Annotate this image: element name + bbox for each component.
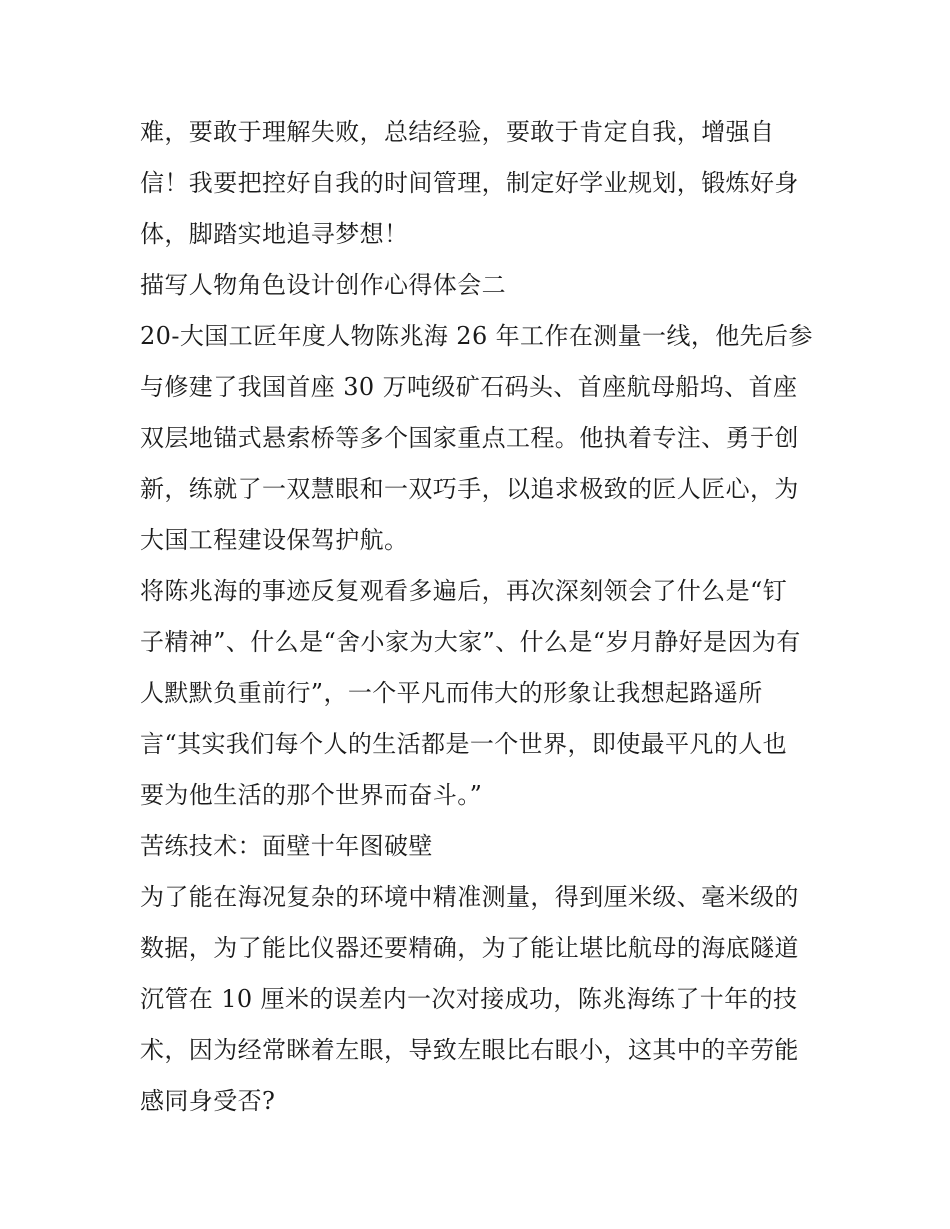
text-line: 双层地锚式悬索桥等多个国家重点工程。他执着专注、勇于创 — [140, 424, 799, 452]
text-line: 难，要敢于理解失败，总结经验，要敢于肯定自我，增强自 — [140, 118, 775, 146]
text-line: 与修建了我国首座 30 万吨级矿石码头、首座航母船坞、首座 — [140, 373, 798, 401]
text-line: 数据，为了能比仪器还要精确，为了能让堪比航母的海底隧道 — [140, 934, 799, 962]
text-line: 体，脚踏实地追寻梦想！ — [140, 220, 409, 248]
text-line: 信！我要把控好自我的时间管理，制定好学业规划，锻炼好身 — [140, 169, 799, 197]
section-heading: 苦练技术：面壁十年图破壁 — [140, 832, 433, 860]
text-line: 人默默负重前行”，一个平凡而伟大的形象让我想起路遥所 — [140, 679, 763, 707]
text-line: 沉管在 10 厘米的误差内一次对接成功，陈兆海练了十年的技 — [140, 985, 798, 1013]
section-heading: 描写人物角色设计创作心得体会二 — [140, 271, 506, 299]
text-line: 言“其实我们每个人的生活都是一个世界，即使最平凡的人也 — [140, 730, 788, 758]
text-line: 20-大国工匠年度人物陈兆海 26 年工作在测量一线，他先后参 — [140, 322, 813, 350]
text-line: 子精神”、什么是“舍小家为大家”、什么是“岁月静好是因为有 — [140, 628, 801, 656]
text-line: 为了能在海况复杂的环境中精准测量，得到厘米级、毫米级的 — [140, 883, 799, 911]
document-body — [140, 107, 830, 1127]
text-line: 将陈兆海的事迹反复观看多遍后，再次深刻领会了什么是“钉 — [140, 577, 788, 605]
text-line: 术，因为经常眯着左眼，导致左眼比右眼小，这其中的辛劳能 — [140, 1036, 799, 1064]
text-line: 新，练就了一双慧眼和一双巧手，以追求极致的匠人匠心，为 — [140, 475, 799, 503]
text-line: 大国工程建设保驾护航。 — [140, 526, 409, 554]
text-line: 感同身受否? — [140, 1087, 276, 1115]
text-line: 要为他生活的那个世界而奋斗。” — [140, 781, 483, 809]
